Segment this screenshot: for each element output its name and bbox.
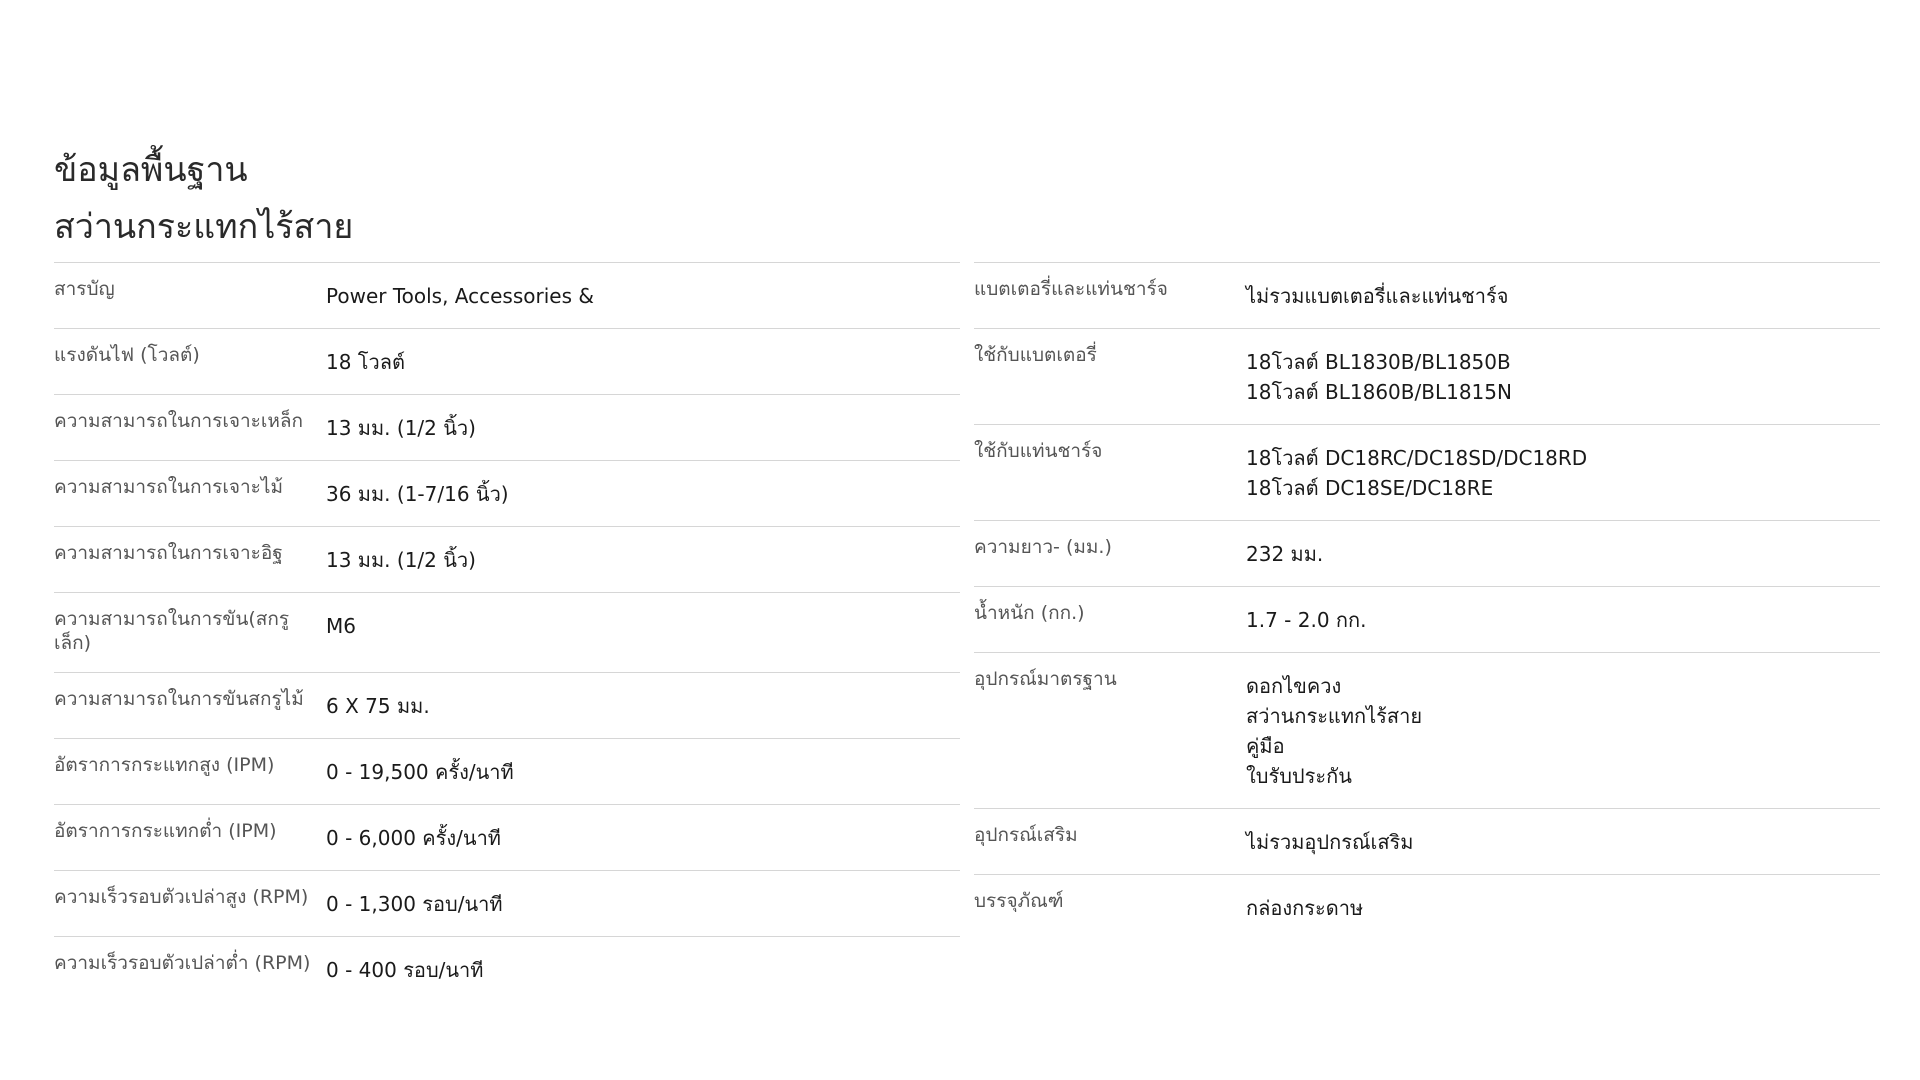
spec-row bbox=[974, 328, 1880, 424]
spec-value-line: Power Tools, Accessories & bbox=[326, 283, 594, 308]
spec-value-line: ไม่รวมแบตเตอรี่และแท่นชาร์จ bbox=[1246, 283, 1509, 308]
spec-label: แบตเตอรี่และแท่นชาร์จ bbox=[974, 277, 1168, 300]
spec-label: ใช้กับแบตเตอรี่ bbox=[974, 343, 1097, 366]
spec-row bbox=[54, 328, 960, 394]
spec-value-line: M6 bbox=[326, 613, 356, 638]
spec-row bbox=[54, 460, 960, 526]
spec-label: ความสามารถในการขัน(สกรูเล็ก) bbox=[54, 607, 290, 654]
spec-value bbox=[1246, 889, 1880, 923]
spec-row bbox=[54, 738, 960, 804]
spec-label: ความเร็วรอบตัวเปล่าต่ำ (RPM) bbox=[54, 951, 311, 974]
spec-label: อัตราการกระแทกต่ำ (IPM) bbox=[54, 819, 277, 842]
spec-label: อุปกรณ์มาตรฐาน bbox=[974, 667, 1117, 690]
spec-table-right bbox=[974, 262, 1880, 940]
spec-label: ใช้กับแท่นชาร์จ bbox=[974, 439, 1103, 462]
spec-row bbox=[974, 874, 1880, 940]
spec-row bbox=[54, 262, 960, 328]
spec-row bbox=[54, 936, 960, 1002]
spec-label: สารบัญ bbox=[54, 277, 115, 300]
spec-value bbox=[1246, 667, 1880, 791]
spec-value bbox=[326, 343, 960, 377]
spec-row bbox=[54, 870, 960, 936]
spec-value bbox=[326, 475, 960, 509]
spec-value-line: 1.7 - 2.0 กก. bbox=[1246, 607, 1367, 632]
spec-label: อุปกรณ์เสริม bbox=[974, 823, 1078, 846]
spec-value bbox=[1246, 343, 1880, 407]
spec-label: ความสามารถในการขันสกรูไม้ bbox=[54, 687, 304, 710]
spec-value-line: 18โวลต์ BL1860B/BL1815N bbox=[1246, 379, 1512, 404]
spec-row bbox=[54, 394, 960, 460]
spec-value-line: 18โวลต์ DC18RC/DC18SD/DC18RD bbox=[1246, 445, 1588, 470]
spec-value bbox=[326, 541, 960, 575]
spec-row bbox=[974, 262, 1880, 328]
spec-row bbox=[974, 520, 1880, 586]
spec-value-line: 6 X 75 มม. bbox=[326, 693, 430, 718]
spec-row bbox=[54, 526, 960, 592]
spec-label: ความสามารถในการเจาะเหล็ก bbox=[54, 409, 304, 432]
spec-value-line: 36 มม. (1-7/16 นิ้ว) bbox=[326, 481, 509, 506]
spec-value-line: 18 โวลต์ bbox=[326, 349, 406, 374]
spec-value-line: 0 - 1,300 รอบ/นาที bbox=[326, 891, 503, 916]
spec-value-line: ใบรับประกัน bbox=[1246, 763, 1352, 788]
spec-label: ความสามารถในการเจาะอิฐ bbox=[54, 541, 283, 564]
spec-value-line: 232 มม. bbox=[1246, 541, 1324, 566]
spec-value bbox=[326, 607, 960, 655]
spec-value-line: 18โวลต์ BL1830B/BL1850B bbox=[1246, 349, 1511, 374]
spec-value-line: 0 - 400 รอบ/นาที bbox=[326, 957, 484, 982]
spec-value bbox=[326, 753, 960, 787]
spec-row bbox=[974, 424, 1880, 520]
spec-value-line: ไม่รวมอุปกรณ์เสริม bbox=[1246, 829, 1414, 854]
spec-value bbox=[326, 687, 960, 721]
spec-label: ความยาว- (มม.) bbox=[974, 535, 1112, 558]
spec-row bbox=[54, 804, 960, 870]
spec-columns bbox=[54, 262, 1880, 1002]
spec-row bbox=[54, 672, 960, 738]
spec-value bbox=[1246, 439, 1880, 503]
spec-value-line: คู่มือ bbox=[1246, 733, 1285, 758]
spec-value-line: 13 มม. (1/2 นิ้ว) bbox=[326, 547, 476, 572]
spec-value bbox=[326, 951, 960, 985]
spec-value-line: กล่องกระดาษ bbox=[1246, 895, 1364, 920]
spec-section bbox=[54, 150, 1880, 1002]
spec-value bbox=[326, 277, 960, 311]
section-title: ข้อมูลพื้นฐาน bbox=[54, 150, 248, 190]
spec-label: บรรจุภัณฑ์ bbox=[974, 889, 1064, 912]
spec-value bbox=[326, 409, 960, 443]
spec-label: ความสามารถในการเจาะไม้ bbox=[54, 475, 283, 498]
spec-label: ความเร็วรอบตัวเปล่าสูง (RPM) bbox=[54, 885, 309, 908]
spec-row bbox=[974, 808, 1880, 874]
spec-value bbox=[1246, 823, 1880, 857]
spec-value bbox=[1246, 535, 1880, 569]
spec-label: แรงดันไฟ (โวลต์) bbox=[54, 343, 200, 366]
spec-value bbox=[1246, 601, 1880, 635]
spec-value bbox=[326, 885, 960, 919]
spec-value bbox=[326, 819, 960, 853]
product-title: สว่านกระแทกไร้สาย bbox=[54, 206, 354, 247]
spec-value-line: สว่านกระแทกไร้สาย bbox=[1246, 703, 1423, 728]
spec-label: อัตราการกระแทกสูง (IPM) bbox=[54, 753, 275, 776]
spec-row bbox=[974, 586, 1880, 652]
spec-row bbox=[974, 652, 1880, 808]
spec-value-line: 18โวลต์ DC18SE/DC18RE bbox=[1246, 475, 1494, 500]
spec-row bbox=[54, 592, 960, 672]
spec-value-line: 13 มม. (1/2 นิ้ว) bbox=[326, 415, 476, 440]
spec-value-line: 0 - 19,500 ครั้ง/นาที bbox=[326, 759, 514, 784]
spec-table-left bbox=[54, 262, 960, 1002]
spec-value-line: 0 - 6,000 ครั้ง/นาที bbox=[326, 825, 501, 850]
spec-value bbox=[1246, 277, 1880, 311]
spec-label: น้ำหนัก (กก.) bbox=[974, 601, 1085, 624]
spec-value-line: ดอกไขควง bbox=[1246, 673, 1342, 698]
